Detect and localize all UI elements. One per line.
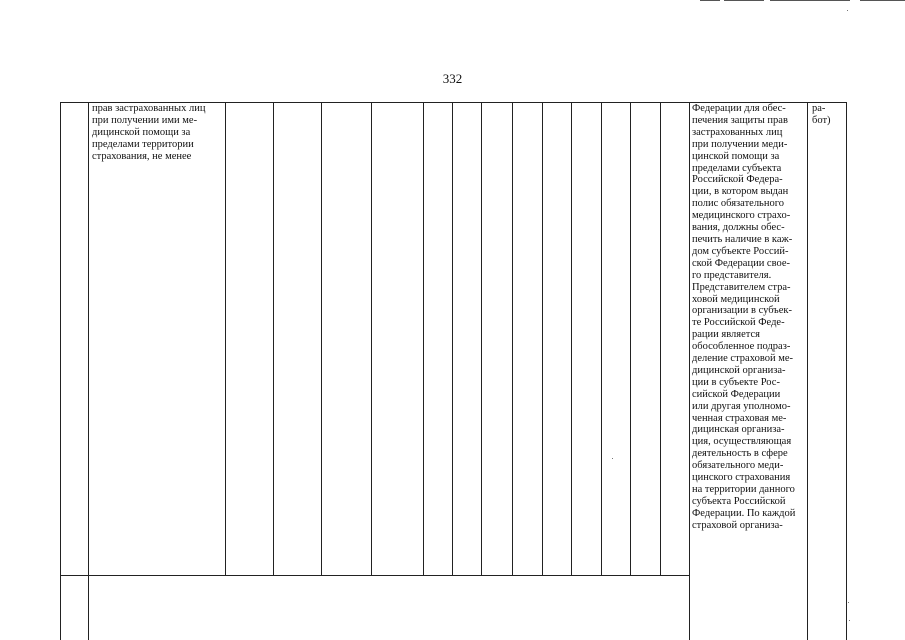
column-divider (88, 102, 89, 640)
column-divider (452, 102, 453, 575)
cell-rights-text: прав застрахованных лиц при получении ими ме- дицинской помощи за пределами территории страхования, не менее (92, 103, 206, 162)
cell-federation-text: Федерации для обес- печения защиты прав застрахованных лиц при получении меди- цинской помощи за пределами субъекта Российской Федера- ции, в котором выдан полис обязательного медицинского страхо- вания, должны обес- печить наличие в каж- дом субъекте Россий- ской Федерации свое- го представителя. Представителем стра- ховой медицинской организации в субъек- те Российской Феде- рации является обособленное подраз- деление страховой ме- дицинской организа- ции в субъекте Рос- сийской Федерации или другая уполномо- ченная страховая ме- дицинская организа- ция, осуществляющая деятельность в сфере обязательного меди- цинского страхования на территории данного субъекта Российской Федерации. По каждой страховой организа- (692, 103, 796, 531)
page-number: 332 (442, 71, 463, 86)
column-divider (601, 102, 602, 575)
scan-speck (612, 458, 613, 459)
column-divider (512, 102, 513, 575)
column-divider (371, 102, 372, 575)
column-divider (571, 102, 572, 575)
scan-speck (847, 10, 848, 11)
column-divider (807, 102, 808, 640)
column-divider (225, 102, 226, 575)
column-divider (846, 102, 847, 640)
column-divider (660, 102, 661, 575)
column-divider (630, 102, 631, 575)
column-divider (481, 102, 482, 575)
cell-works-text: ра- бот) (812, 103, 831, 126)
scan-speck (849, 620, 850, 621)
column-divider (542, 102, 543, 575)
column-divider (689, 102, 690, 640)
document-table (60, 102, 847, 640)
column-divider (60, 102, 61, 640)
column-divider (423, 102, 424, 575)
column-divider (321, 102, 322, 575)
table-row-bottom-border (60, 575, 690, 576)
scan-speck (848, 602, 849, 603)
column-divider (273, 102, 274, 575)
